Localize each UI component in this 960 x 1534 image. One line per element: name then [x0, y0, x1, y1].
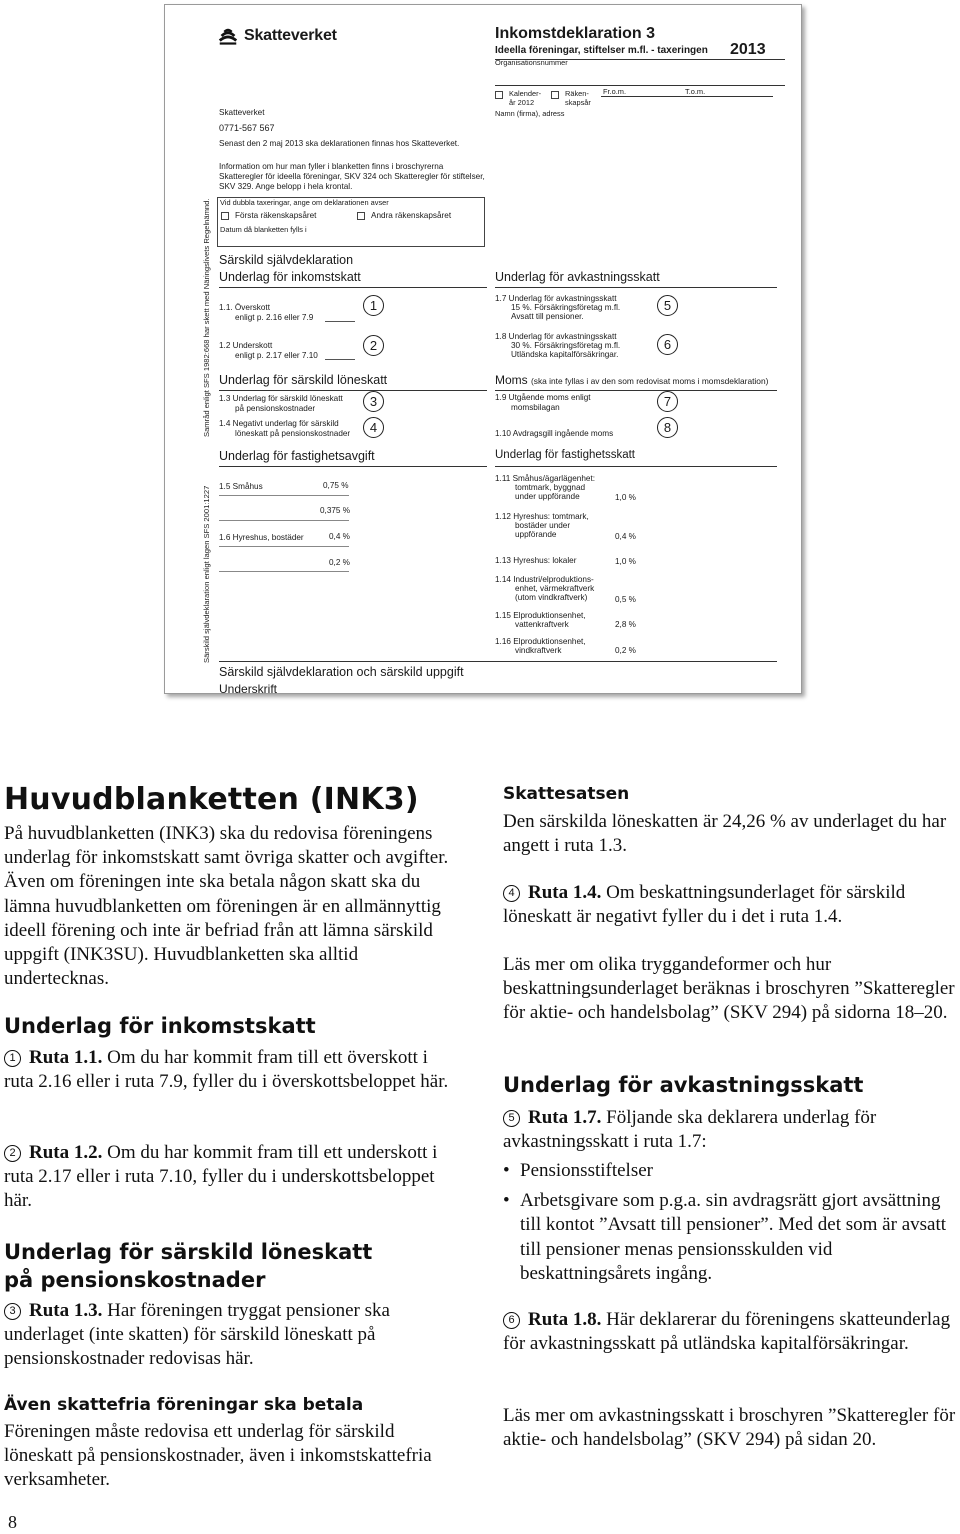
- r18-c: Utländska kapitalförsäkringar.: [511, 350, 619, 359]
- loneskatt-rule: [219, 390, 487, 391]
- vertical-note-bottom: Särskild självdeklaration enligt lagen SFS 2001:1227: [202, 485, 211, 663]
- fiscal-year-checkbox: [551, 91, 559, 99]
- r114-p: 0,5 %: [615, 595, 636, 604]
- r111-c: under uppförande: [515, 492, 580, 501]
- heading-loneskatt: [4, 1238, 372, 1294]
- r11-b: enligt p. 2.16 eller 7.9: [235, 313, 314, 322]
- date-label: Datum då blanketten fylls i: [220, 225, 307, 234]
- marker-3: 3: [363, 391, 384, 412]
- page-number: 8: [8, 1512, 17, 1532]
- r12-field: [325, 359, 355, 360]
- r115-p: 2,8 %: [615, 620, 636, 629]
- footer-rule: [219, 661, 777, 662]
- skattefria-paragraph: Föreningen måste redovisa ett underlag för särskild löneskatt på pensionskostnader, även i inkomstskattefria verksamheter.: [4, 1421, 432, 1491]
- marker-4: 4: [363, 417, 384, 438]
- intro-paragraph: På huvudblanketten (INK3) ska du redovisa föreningens underlag för inkomstskatt samt övriga skatter och avgifter. Även om föreningen inte ska betala någon skatt ska du lämna huvudblanketten om föreningen är en allmännyttig ideell förening och inte är befriad från att lämna särskild uppgift (INK3SU). Huvudblanketten ska alltid undertecknas.: [4, 823, 449, 990]
- fastighetsskatt-heading: Underlag för fastighetsskatt: [495, 449, 635, 461]
- las-mer-2-paragraph: Läs mer om avkastningsskatt i broschyren ”Skatteregler för aktie- och handelsbolag” (SKV 294) på sidan 20.: [503, 1405, 956, 1451]
- r18-a: 1.8 Underlag för avkastningsskatt: [495, 332, 617, 341]
- inkomst-heading: Underlag för inkomstskatt: [219, 270, 361, 284]
- r16-rule: [219, 546, 349, 547]
- ruta-17-label: Ruta 1.7.: [528, 1107, 602, 1128]
- ruta-18-label: Ruta 1.8.: [528, 1309, 602, 1330]
- r112-b: bostäder under: [515, 521, 571, 530]
- r13-b: på pensionskostnader: [235, 404, 316, 413]
- r17-c: Avsatt till pensioner.: [511, 312, 584, 321]
- ruta-11-label: Ruta 1.1.: [29, 1047, 103, 1068]
- r116-p: 0,2 %: [615, 646, 636, 655]
- skatteverket-logo: [217, 25, 337, 47]
- ruta-13-label: Ruta 1.3.: [29, 1300, 103, 1321]
- heading-inkomstskatt: Underlag för inkomstskatt: [4, 1014, 316, 1038]
- heading-loneskatt-line2: på pensionskostnader: [4, 1268, 266, 1292]
- first-year-label: Första räkenskapsåret: [235, 211, 317, 220]
- r116-b: vindkraftverk: [515, 646, 562, 655]
- r113: 1.13 Hyreshus: lokaler: [495, 556, 577, 565]
- date-line: [601, 96, 773, 97]
- r116-a: 1.16 Elproduktionsenhet,: [495, 637, 586, 646]
- marker-5-icon: 5: [503, 1110, 520, 1127]
- ruta-14-text: Om beskattningsunderlaget för särskild löneskatt är negativt fyller du i det i ruta 1.4.: [503, 882, 906, 928]
- name-label: Namn (firma), adress: [495, 109, 565, 118]
- inkomst-rule: [219, 287, 487, 288]
- ruta-17-paragraph: [503, 1106, 955, 1154]
- r114-b: enhet, värmekraftverk: [515, 584, 595, 593]
- marker-1: 1: [363, 295, 384, 316]
- r115-a: 1.15 Elproduktionsenhet,: [495, 611, 586, 620]
- fastighetsavg-heading: Underlag för fastighetsavgift: [219, 449, 375, 463]
- ruta-12-paragraph: [4, 1141, 456, 1214]
- r17-b: 15 %. Försäkringsföretag m.fl.: [511, 303, 621, 312]
- r114-a: 1.14 Industri/elproduktions-: [495, 575, 594, 584]
- marker-2: 2: [363, 335, 384, 356]
- marker-8: 8: [657, 417, 678, 438]
- r18-b: 30 %. Försäkringsföretag m.fl.: [511, 341, 621, 350]
- marker-3-icon: 3: [4, 1303, 21, 1320]
- tax-form-image: [164, 4, 802, 694]
- p0375: 0,375 %: [320, 506, 351, 515]
- heading-skattesatsen: Skattesatsen: [503, 784, 630, 804]
- first-year-checkbox: [221, 212, 229, 220]
- r113-p: 1,0 %: [615, 557, 636, 566]
- ruta-11-text: Om du har kommit fram till ett överskott i ruta 2.16 eller i ruta 7.9, fyller du i överskottsbeloppet här.: [4, 1047, 449, 1093]
- avkast-rule: [495, 287, 777, 288]
- second-year-checkbox: [357, 212, 365, 220]
- marker-6-icon: 6: [503, 1312, 520, 1329]
- r15-rule: [219, 495, 349, 496]
- bullet-item: • Pensionsstiftelser: [503, 1159, 959, 1183]
- vertical-note-top: Samråd enligt SFS 1982:668 har skett med Näringslivets Regelnämnd.: [202, 198, 211, 437]
- logo-text: Skatteverket: [244, 27, 337, 44]
- r19-a: 1.9 Utgående moms enligt: [495, 393, 591, 402]
- r12-b: enligt p. 2.17 eller 7.10: [235, 351, 318, 360]
- form-year: 2013: [730, 41, 766, 58]
- form-title: Inkomstdeklaration 3: [495, 25, 656, 42]
- r111-a: 1.11 Småhus/ägarlägenhet:: [495, 474, 595, 483]
- r111-b: tomtmark, byggnad: [515, 483, 586, 492]
- heading-skattefria: Även skattefria föreningar ska betala: [4, 1395, 364, 1415]
- marker-6: 6: [657, 334, 678, 355]
- bullet-list: [503, 1159, 959, 1292]
- calendar-year-checkbox: [495, 91, 503, 99]
- fastighetsavg-rule: [219, 466, 487, 467]
- moms-heading-row: [495, 373, 768, 387]
- marker-7: 7: [657, 391, 678, 412]
- r11-field: [325, 321, 355, 322]
- r111-p: 1,0 %: [615, 493, 636, 502]
- skatteverket-crown-icon: [217, 25, 239, 47]
- form-subtitle: Ideella föreningar, stiftelser m.fl. - taxeringen: [495, 45, 708, 56]
- fiscal-year-label: Räken- skapsår: [565, 89, 591, 107]
- double-tax-label: Vid dubbla taxeringar, ange om deklarationen avser: [220, 198, 389, 207]
- to-label: T.o.m.: [685, 87, 706, 96]
- fastighetsskatt-rule: [495, 466, 777, 467]
- calendar-year-label: Kalender- år 2012: [509, 89, 542, 107]
- r19-b: momsbilagan: [511, 403, 560, 412]
- r114-c: (utom vindkraftverk): [515, 593, 588, 602]
- heading-avkastningsskatt: Underlag för avkastningsskatt: [503, 1073, 864, 1097]
- r112-c: uppförande: [515, 530, 557, 539]
- r14-b: löneskatt på pensionskostnader: [235, 429, 351, 438]
- org-label: Organisationsnummer: [495, 58, 568, 67]
- skattesatsen-paragraph: Den särskilda löneskatten är 24,26 % av underlaget du har angett i ruta 1.3.: [503, 811, 947, 857]
- ruta-12-text: Om du har kommit fram till ett underskott i ruta 2.17 eller i ruta 7.10, fyller du i underskottsbeloppet här.: [4, 1142, 438, 1212]
- moms-heading: Moms: [495, 373, 528, 387]
- ruta-13-text: Har föreningen tryggat pensioner ska underlaget (inte skatten) för särskild löneskatt på pensionskostnader redovisas här.: [4, 1300, 390, 1370]
- r112-a: 1.12 Hyreshus: tomtmark,: [495, 512, 589, 521]
- p04: 0,4 %: [329, 532, 350, 541]
- article-title: Huvudblanketten (INK3): [4, 782, 419, 817]
- r16: 1.6 Hyreshus, bostäder: [219, 533, 304, 542]
- ruta-17-text: Följande ska deklarera underlag för avkastningsskatt i ruta 1.7:: [503, 1107, 877, 1153]
- las-mer-1-paragraph: Läs mer om olika tryggandeformer och hur beskattningsunderlaget beräknas i broschyren ”Skatteregler för aktie- och handelsbolag” (SKV 294) på sidorna 18–20.: [503, 954, 955, 1024]
- from-label: Fr.o.m.: [603, 87, 626, 96]
- ruta-14-paragraph: [503, 881, 955, 929]
- loneskatt-heading: Underlag för särskild löneskatt: [219, 373, 388, 387]
- ruta-18-paragraph: [503, 1308, 955, 1356]
- ruta-14-label: Ruta 1.4.: [528, 882, 602, 903]
- r15: 1.5 Småhus: [219, 482, 263, 491]
- ruta-12-label: Ruta 1.2.: [29, 1142, 103, 1163]
- underskrift-label: Underskrift: [219, 682, 278, 694]
- r13-a: 1.3 Underlag för särskild löneskatt: [219, 394, 343, 403]
- moms-rule: [495, 390, 777, 391]
- org-bottom-line: [495, 85, 785, 86]
- marker-4-icon: 4: [503, 885, 520, 902]
- marker-5: 5: [657, 295, 678, 316]
- bullet-item: • Arbetsgivare som p.g.a. sin avdragsrätt gjort avsättning till kontot ”Avsatt till pensioner”. Med det som är avsatt till pensioner menas pensionsskulden vid beskattningsårets ingång.: [503, 1189, 959, 1286]
- r16b-rule: [219, 571, 349, 572]
- r14-a: 1.4 Negativt underlag för särskild: [219, 419, 339, 428]
- p075: 0,75 %: [323, 481, 349, 490]
- marker-1-icon: 1: [4, 1050, 21, 1067]
- ruta-11-paragraph: [4, 1046, 456, 1094]
- r110: 1.10 Avdragsgill ingående moms: [495, 429, 614, 438]
- ruta-18-text: Här deklarerar du föreningens skatteunderlag för avkastningsskatt på utländska kapitalförsäkringar.: [503, 1309, 951, 1355]
- avkast-heading: Underlag för avkastningsskatt: [495, 270, 660, 284]
- sjalvdekl-heading: Särskild självdeklaration: [219, 253, 354, 267]
- r12-a: 1.2 Underskott: [219, 341, 273, 350]
- r15b-rule: [219, 520, 349, 521]
- r115-b: vattenkraftverk: [515, 620, 569, 629]
- marker-2-icon: 2: [4, 1145, 21, 1162]
- heading-loneskatt-line1: Underlag för särskild löneskatt: [4, 1240, 373, 1264]
- second-year-label: Andra räkenskapsåret: [371, 211, 452, 220]
- r17-a: 1.7 Underlag för avkastningsskatt: [495, 294, 617, 303]
- sender: Skatteverket: [219, 108, 265, 117]
- r11-a: 1.1. Överskott: [219, 303, 270, 312]
- ruta-13-paragraph: [4, 1299, 456, 1372]
- phone: 0771-567 567: [219, 123, 275, 133]
- r112-p: 0,4 %: [615, 532, 636, 541]
- deadline: Senast den 2 maj 2013 ska deklarationen finnas hos Skatteverket.: [219, 139, 460, 148]
- footer-heading: Särskild självdeklaration och särskild uppgift: [219, 665, 464, 679]
- p02: 0,2 %: [329, 558, 350, 567]
- info-text: Information om hur man fyller i blanketten finns i broschyrerna Skatteregler för ideella föreningar, SKV 324 och Skatteregler för stiftelser, SKV 329. Ange belopp i hela krontal.: [219, 162, 485, 191]
- moms-note: (ska inte fyllas i av den som redovisat moms i momsdeklaration): [531, 376, 769, 386]
